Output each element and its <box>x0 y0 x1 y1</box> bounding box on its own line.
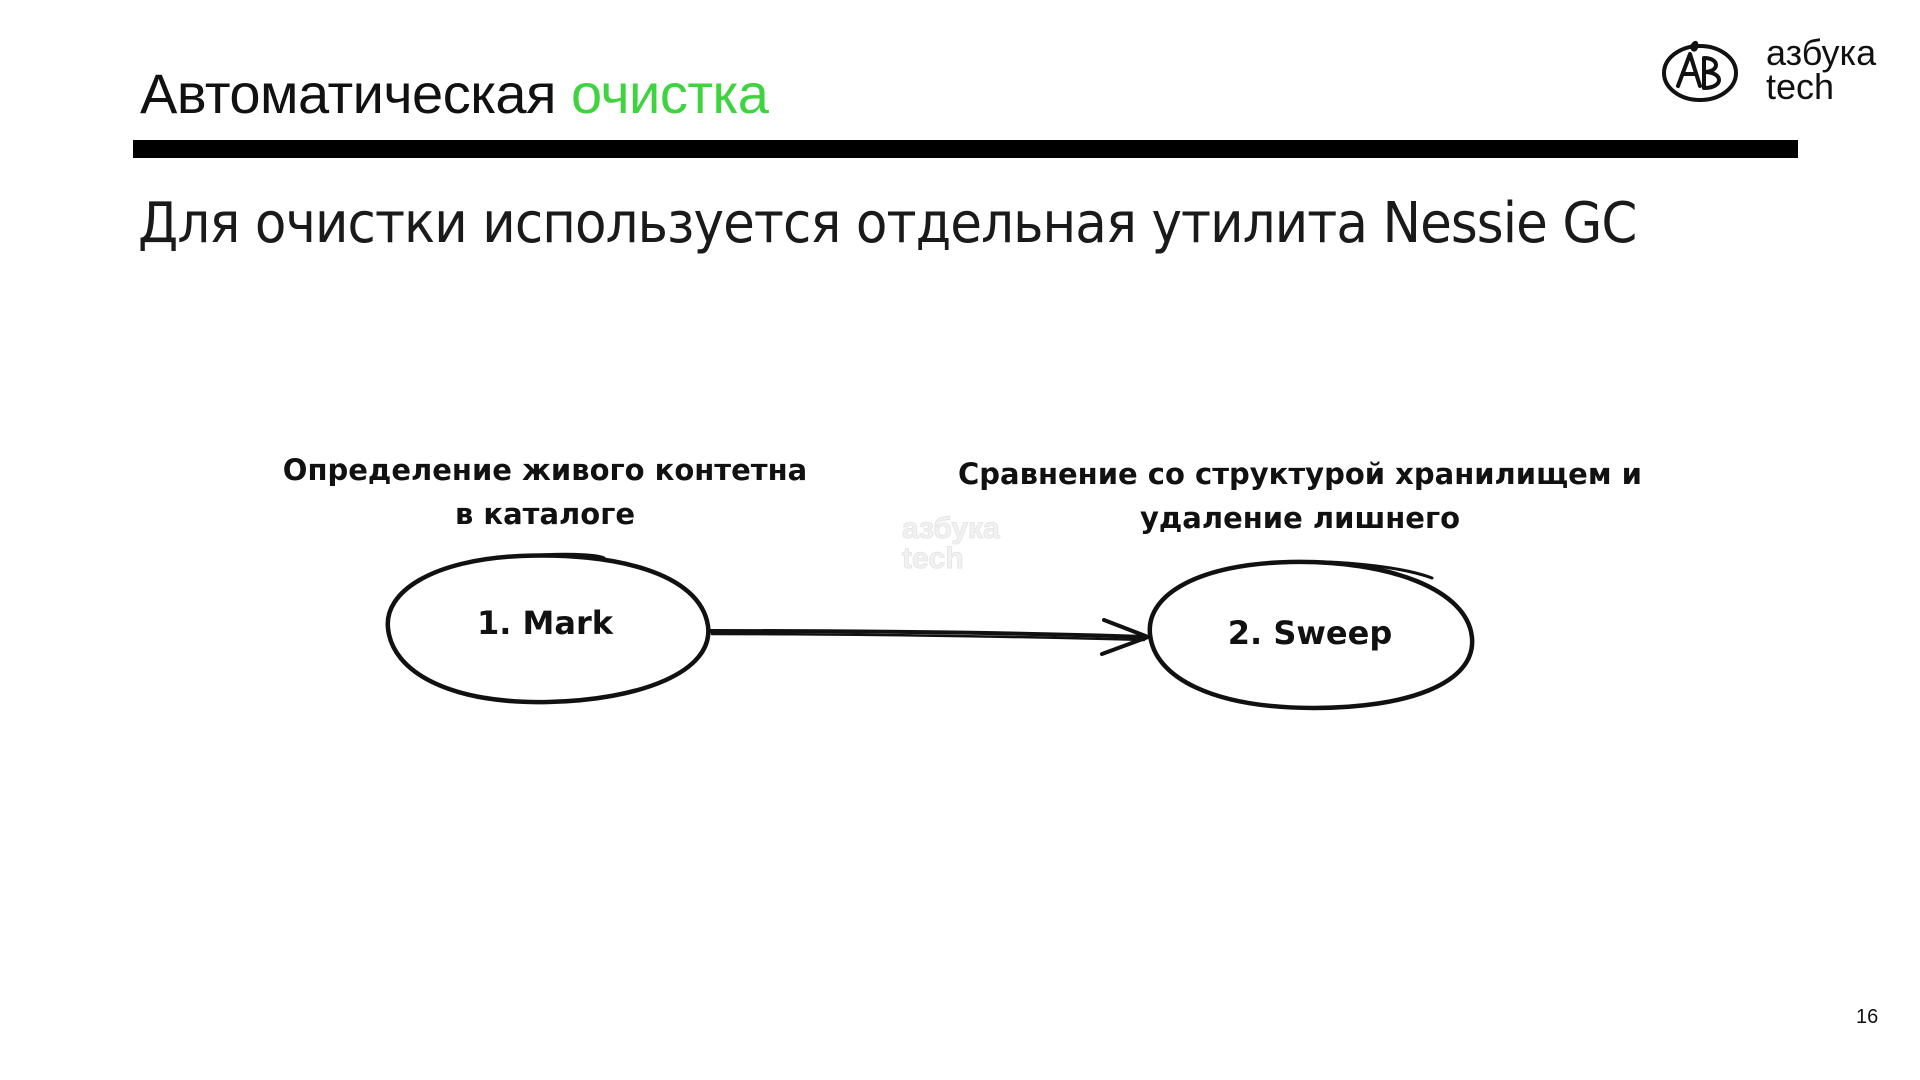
step-1-label: 1. Mark <box>476 604 614 642</box>
step-2-label: 2. Sweep <box>1227 614 1393 652</box>
watermark-line-1: азбука <box>902 512 1000 545</box>
step-1-node <box>388 554 709 702</box>
logo-line-2: tech <box>1766 66 1835 107</box>
slide-subtitle: Для очистки используется отдельная утилита Nessie GC <box>138 191 1637 256</box>
step-2-node <box>1150 562 1472 708</box>
logo-line-1: азбука <box>1766 32 1877 73</box>
arrow-right-icon <box>710 620 1148 654</box>
step-1-caption-line-1: Определение живого контетна <box>282 453 808 487</box>
slide-title-accent: очистка <box>570 62 769 125</box>
step-2-caption-line-1: Сравнение со структурой хранилищем и <box>958 457 1642 491</box>
watermark <box>902 514 1000 574</box>
watermark-line-2: tech <box>902 542 964 575</box>
page-number: 16 <box>1856 1006 1879 1028</box>
step-2-caption-line-2: удаление лишнего <box>1139 501 1461 535</box>
slide-title-main: Автоматическая <box>140 62 556 125</box>
step-1-caption-line-2: в каталоге <box>454 497 636 531</box>
